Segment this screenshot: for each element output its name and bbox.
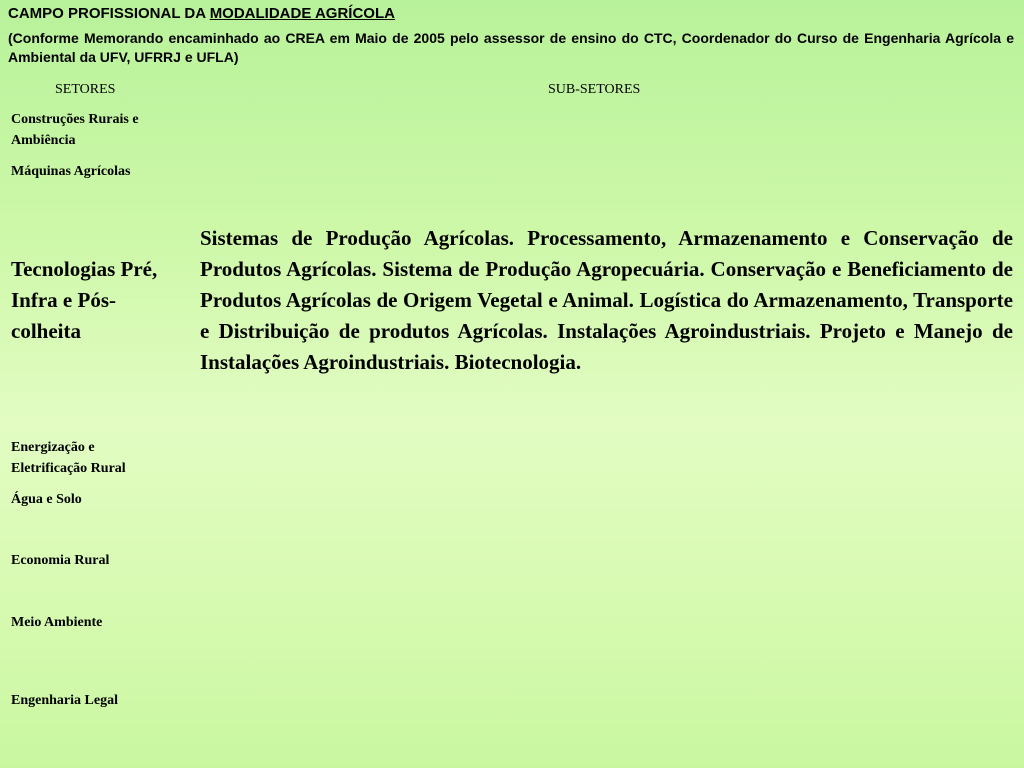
- title-emphasis: MODALIDADE AGRÍCOLA: [209, 5, 395, 22]
- sector-maquinas-agricolas: Máquinas Agrícolas: [11, 164, 131, 179]
- sector-tecnologias-colheita: Tecnologias Pré, Infra e Pós-colheita: [11, 257, 158, 343]
- page-title: [8, 4, 1014, 23]
- sector-agua-solo: Água e Solo: [11, 492, 82, 507]
- sector-energizacao: Energização e Eletrificação Rural: [11, 440, 126, 476]
- column-header-setores: SETORES: [55, 82, 116, 97]
- column-header-subsetores: SUB-SETORES: [548, 82, 641, 97]
- subsector-description: Sistemas de Produção Agrícolas. Processamento, Armazenamento e Conservação de Produtos Agrícolas. Sistema de Produção Agropecuária. Conservação e Beneficiamento de Produtos Agrícolas de Origem Vegetal e Animal. Logística do Armazenamento, Transporte e Distribuição de produtos Agrícolas. Instalações Agroindustriais. Projeto e Manejo de Instalações Agroindustriais. Biotecnologia.: [200, 226, 1013, 374]
- page-subtitle: (Conforme Memorando encaminhado ao CREA em Maio de 2005 pelo assessor de ensino do CTC, Coordenador do Curso de Engenharia Agrícola e Ambiental da UFV, UFRRJ e UFLA): [8, 30, 1014, 65]
- title-prefix: CAMPO PROFISSIONAL DA: [8, 5, 210, 22]
- sector-meio-ambiente: Meio Ambiente: [11, 615, 103, 630]
- sector-construcoes-rurais: Construções Rurais e Ambiência: [11, 112, 139, 148]
- sector-engenharia-legal: Engenharia Legal: [11, 693, 118, 708]
- sector-economia-rural: Economia Rural: [11, 553, 110, 568]
